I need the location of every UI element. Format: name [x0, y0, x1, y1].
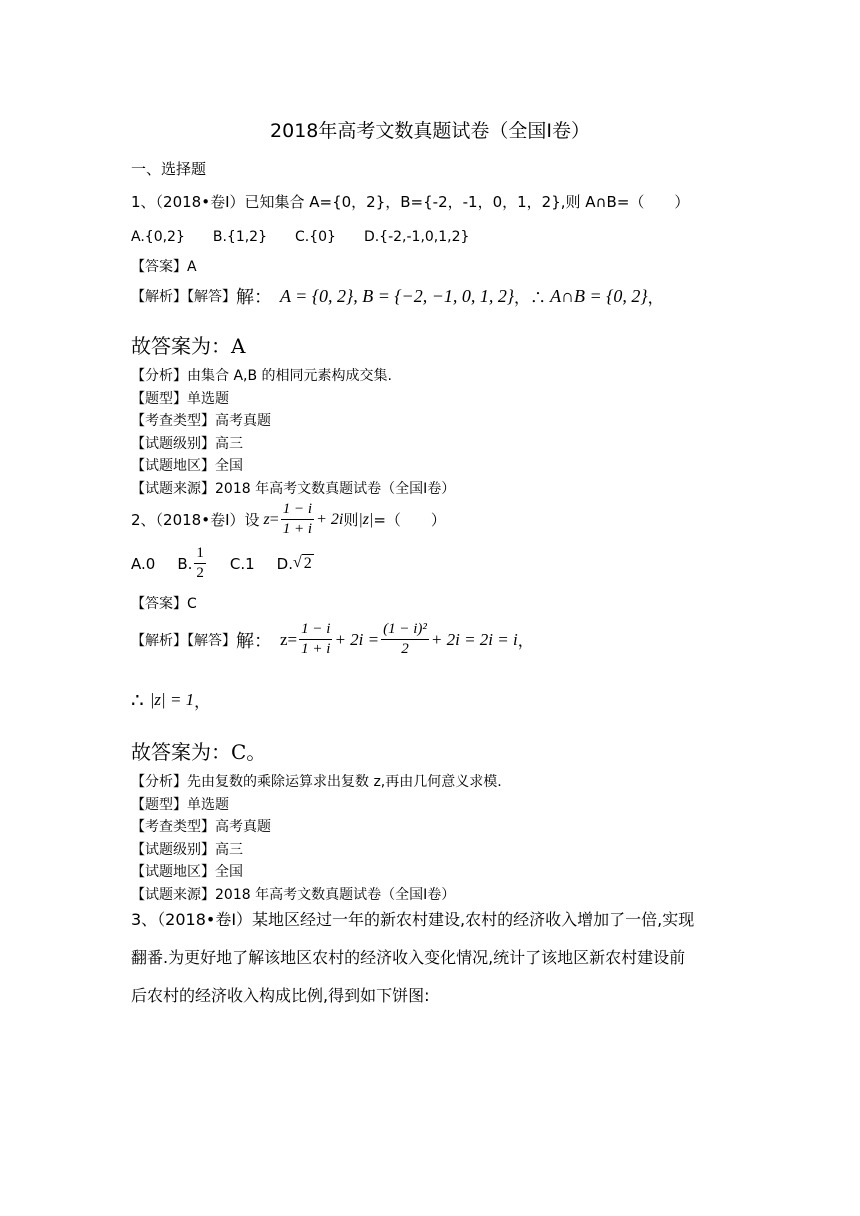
q2-therefore-math: |z| = 1: [149, 690, 195, 709]
q3-line-3: 后农村的经济收入构成比例,得到如下饼图:: [131, 986, 430, 1005]
q2-opt-a: A.0: [131, 554, 156, 573]
q1-stem: 1、（2018•卷Ⅰ）已知集合 A={0，2}，B={-2，-1，0，1，2},则 A∩B=（ ）: [131, 193, 690, 211]
q2-meta-region: 【试题地区】全国: [131, 864, 243, 881]
q2-sol-mid2: + 2i = 2i = i: [430, 629, 518, 649]
q2-opt-d-rad: 2: [303, 555, 312, 573]
q2-z: z: [263, 510, 270, 528]
q2-meta-category: 【考查类型】高考真题: [131, 819, 271, 836]
q2-opt-b-den: 2: [196, 565, 204, 581]
q2-frac-num: 1 − i: [281, 502, 314, 520]
q1-options: A.{0,2} B.{1,2} C.{0} D.{-2,-1,0,1,2}: [131, 229, 470, 245]
q2-sol-frac2: [381, 622, 429, 657]
q1-meta-type: 【题型】单选题: [131, 390, 229, 407]
q2-sol-frac2-den: 2: [401, 641, 409, 657]
q2-sqrt-sign: √: [293, 554, 302, 572]
q2-opt-b: B.: [177, 554, 193, 573]
q2-meta-source: 【试题来源】2018 年高考文数真题试卷（全国Ⅰ卷）: [131, 886, 456, 903]
q2-then: 则: [343, 511, 359, 529]
q2-sol-frac2-num: (1 − i)²: [381, 622, 429, 640]
q2-absz: |z|: [358, 510, 374, 528]
q1-sol-math: A = {0, 2}, B = {−2, −1, 0, 1, 2}: [280, 285, 515, 306]
q2-therefore-symbol: ∴: [131, 688, 144, 712]
q2-frac-den: 1 + i: [282, 521, 313, 537]
q2-opt-d-sqrt: [293, 554, 314, 573]
q2-stem-prefix: 2、（2018•卷Ⅰ）设: [131, 511, 260, 529]
q1-therefore: ，∴: [514, 287, 547, 307]
q1-sol-end: ，: [647, 287, 664, 307]
q2-opt-b-fraction: [194, 546, 206, 581]
q2-options: [131, 546, 314, 581]
q2-plus2i: + 2i: [316, 510, 344, 528]
section-heading: 一、选择题: [131, 160, 207, 178]
q3-stem: [131, 901, 694, 1015]
q1-meta-region: 【试题地区】全国: [131, 458, 243, 475]
q2-solution: [131, 622, 534, 657]
q1-meta-category: 【考查类型】高考真题: [131, 413, 271, 430]
q2-therefore: [131, 688, 210, 712]
q1-meta-analysis: 【分析】由集合 A,B 的相同元素构成交集.: [131, 368, 392, 384]
q1-answer: 【答案】A: [131, 259, 197, 275]
q2-sol-frac1-den: 1 + i: [301, 641, 331, 657]
q1-meta: [131, 365, 455, 501]
q2-sol-end: ，: [517, 631, 534, 650]
q2-fraction: [281, 502, 314, 537]
q2-opt-d: D.: [276, 554, 293, 573]
q2-answer: 【答案】C: [131, 596, 197, 612]
q2-opt-c: C.1: [229, 554, 255, 573]
q2-sol-mid1: + 2i =: [334, 629, 380, 649]
q1-meta-level: 【试题级别】高三: [131, 435, 243, 452]
q1-jiexi-label: 【解析】【解答】: [131, 289, 236, 305]
q1-final: 故答案为：A: [131, 334, 246, 358]
q1-jie: 解：: [236, 287, 272, 308]
q2-jiexi-label: 【解析】【解答】: [131, 632, 236, 649]
q2-sol-frac1: [299, 622, 332, 657]
q2-sol-z: z=: [280, 629, 298, 649]
q2-meta-analysis: 【分析】先由复数的乘除运算求出复数 z,再由几何意义求模.: [131, 774, 502, 790]
q2-jie: 解：: [236, 630, 272, 652]
q2-stem: [131, 502, 446, 537]
q2-stem-end: =（ ）: [373, 511, 446, 529]
q1-meta-source: 【试题来源】2018 年高考文数真题试卷（全国Ⅰ卷）: [131, 480, 456, 497]
q2-therefore-end: ，: [194, 691, 211, 711]
q2-meta-level: 【试题级别】高三: [131, 841, 243, 858]
q1-sol-math2: A∩B = {0, 2}: [550, 285, 648, 306]
q2-meta-type: 【题型】单选题: [131, 796, 229, 813]
q2-final: 故答案为：C。: [131, 740, 267, 764]
page-title: 2018年高考文数真题试卷（全国Ⅰ卷）: [270, 120, 590, 142]
q1-solution: [131, 283, 664, 309]
q2-opt-b-num: 1: [194, 546, 206, 564]
q3-line-2: 翻番.为更好地了解该地区农村的经济收入变化情况,统计了该地区新农村建设前: [131, 948, 686, 967]
q2-meta: [131, 771, 502, 907]
q2-eq: =: [269, 510, 279, 528]
q2-sol-frac1-num: 1 − i: [299, 622, 332, 640]
q3-line-1: 3、（2018•卷Ⅰ）某地区经过一年的新农村建设,农村的经济收入增加了一倍,实现: [131, 910, 695, 929]
